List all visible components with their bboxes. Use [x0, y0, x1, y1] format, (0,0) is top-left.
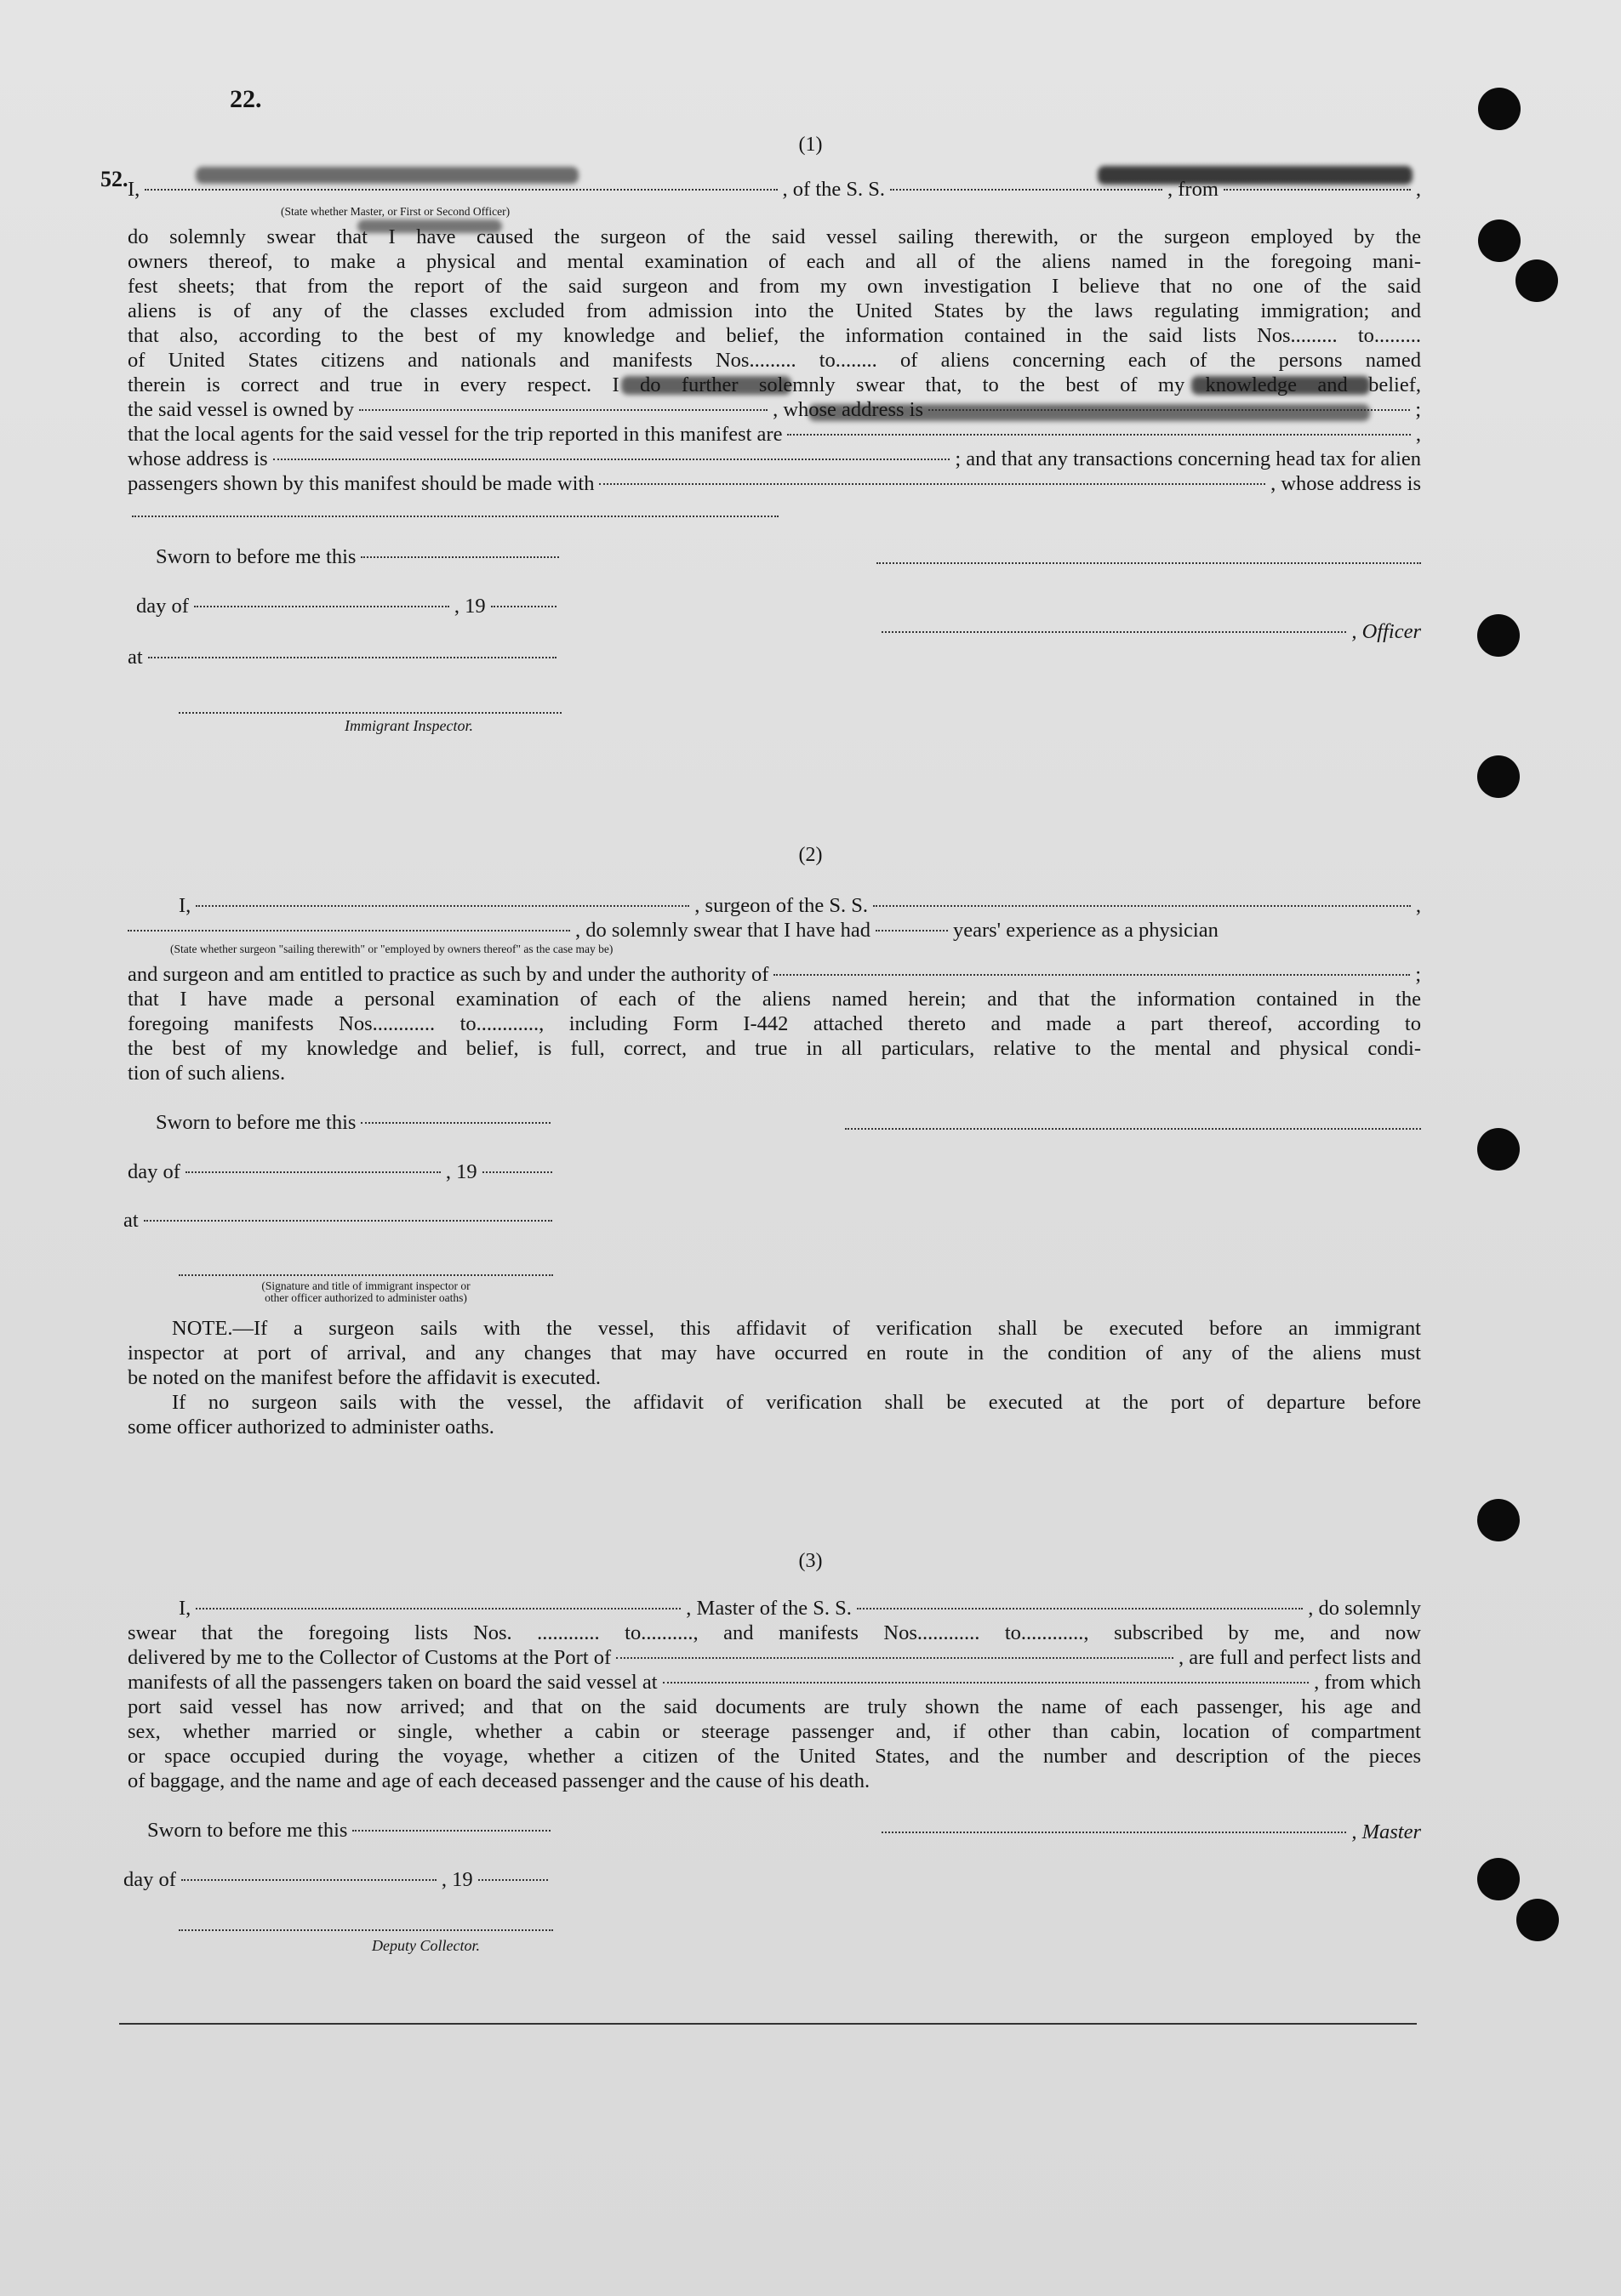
s2-note-line: NOTE.—If a surgeon sails with the vessel, this affidavit of verification shall be executed before an immigrant: [172, 1317, 1421, 1340]
s1-paragraph-line: that also, according to the best of my knowledge and belief, the information contained in the said lists Nos......... to.........: [128, 324, 1421, 347]
section-1-heading: (1): [798, 134, 823, 156]
years-field[interactable]: [876, 930, 948, 932]
s2-note-line: some officer authorized to administer oaths.: [128, 1416, 494, 1439]
s1-paragraph-line: aliens is of any of the classes excluded from admission into the United States by the laws regulating immigration; and: [128, 299, 1421, 322]
s2-line-years: , do solemnly swear that I have had years' experience as a physician: [128, 918, 1421, 943]
s3-paragraph-line: swear that the foregoing lists Nos. ............ to.........., and manifests Nos............ to............, subscribed by me, and now: [128, 1621, 1421, 1644]
s1-line-master: I, , of the S. S. , from ,: [128, 178, 1421, 201]
year-field[interactable]: [491, 606, 557, 607]
head-tax-party-field[interactable]: [599, 483, 1265, 485]
s1-line-owner: the said vessel is owned by , whose address is ;: [128, 398, 1421, 421]
s2-month-field[interactable]: [186, 1171, 441, 1173]
s3-paragraph-line: sex, whether married or single, whether a cabin or steerage passenger and, if other than cabin, location of compartment: [128, 1720, 1421, 1743]
punch-hole: [1477, 1499, 1520, 1541]
punch-hole: [1477, 1858, 1520, 1900]
punch-hole: [1477, 755, 1520, 798]
surgeon-status-field[interactable]: [128, 930, 570, 932]
sworn-date-field[interactable]: [361, 556, 559, 558]
from-port-field[interactable]: [1224, 189, 1411, 191]
s3-line-master: I, , Master of the S. S. , do solemnly: [179, 1597, 1421, 1620]
s2-at: at: [123, 1208, 557, 1233]
s1-paragraph-line: do solemnly swear that I have caused the surgeon of the said vessel sailing therewith, or the surgeon employed by the: [128, 225, 1421, 248]
boarding-port-field[interactable]: [663, 1682, 1310, 1684]
s2-note-line: inspector at port of arrival, and any changes that may have occurred en route in the condition of any of the aliens must: [128, 1342, 1421, 1364]
s3-master-sign-line: , Master: [876, 1820, 1421, 1844]
s2-at-place-field[interactable]: [144, 1220, 552, 1222]
s3-master-name-field[interactable]: [196, 1608, 681, 1609]
punch-hole: [1478, 88, 1521, 130]
s1-line-headtax: passengers shown by this manifest should be made with , whose address is: [128, 472, 1421, 495]
s3-year-field[interactable]: [478, 1879, 548, 1881]
punch-hole: [1516, 1899, 1559, 1941]
master-signature-line[interactable]: [876, 562, 1421, 564]
s2-sworn: Sworn to before me this: [156, 1110, 556, 1135]
s1-sworn: Sworn to before me this: [156, 544, 564, 569]
punch-hole: [1477, 1128, 1520, 1171]
s3-sworn-date-field[interactable]: [352, 1830, 551, 1832]
s2-paragraph-line: that I have made a personal examination of each of the aliens named herein; and that the information contained in the: [128, 988, 1421, 1011]
s1-paragraph-line: owners thereof, to make a physical and mental examination of each and all of the aliens named in the foregoing mani-: [128, 250, 1421, 273]
s1-officer-line: , Officer: [876, 619, 1421, 644]
owner-field[interactable]: [359, 409, 768, 411]
s3-paragraph-line: or space occupied during the voyage, whether a citizen of the United States, and the number and description of the pieces: [128, 1745, 1421, 1768]
s1-line-whose: whose address is ; and that any transactions concerning head tax for alien: [128, 447, 1421, 470]
punch-hole: [1477, 614, 1520, 657]
s3-master-signature-field[interactable]: [882, 1832, 1346, 1833]
s2-line-authority: and surgeon and am entitled to practice as such by and under the authority of ;: [128, 963, 1421, 986]
s2-year-field[interactable]: [482, 1171, 552, 1173]
customs-port-field[interactable]: [616, 1657, 1173, 1659]
s2-paragraph-line: foregoing manifests Nos............ to............, including Form I-442 attached thereto and made a part thereof, according to: [128, 1012, 1421, 1035]
collector-signature-line[interactable]: [179, 1929, 553, 1931]
month-field[interactable]: [194, 606, 449, 607]
s3-line-taken: manifests of all the passengers taken on board the said vessel at , from which: [128, 1671, 1421, 1694]
s3-paragraph-line: of baggage, and the name and age of each deceased passenger and the cause of his death.: [128, 1769, 870, 1792]
bottom-rule: [119, 2023, 1417, 2025]
s1-at: at: [128, 645, 562, 669]
s1-paragraph-line: therein is correct and true in every respect. I do further solemnly swear that, to the best of my knowledge and belief,: [128, 373, 1421, 396]
s2-note-line: If no surgeon sails with the vessel, the affidavit of verification shall be executed at the port of departure before: [172, 1391, 1421, 1414]
s2-line-surgeon: I, , surgeon of the S. S. ,: [179, 894, 1421, 917]
agents-address-field[interactable]: [273, 459, 950, 460]
surgeon-note: (State whether surgeon "sailing therewith" or "employed by owners thereof" as the case may be): [170, 943, 614, 955]
side-number-mark: 52.: [100, 167, 128, 191]
collector-label: Deputy Collector.: [372, 1937, 480, 1954]
s1-dayof: day of , 19: [136, 594, 562, 618]
officer-note: (State whether Master, or First or Second Officer): [281, 205, 511, 218]
punch-hole: [1478, 219, 1521, 262]
surgeon-signature-line[interactable]: [845, 1128, 1421, 1130]
inspector-label: Immigrant Inspector.: [345, 717, 473, 734]
s1-line-agents: that the local agents for the said vessel for the trip reported in this manifest are ,: [128, 423, 1421, 446]
s2-ship-field[interactable]: [873, 905, 1411, 907]
agents-field[interactable]: [787, 434, 1410, 436]
s3-month-field[interactable]: [181, 1879, 437, 1881]
s1-paragraph-line: of United States citizens and nationals and manifests Nos......... to........ of aliens concerning each of the persons named: [128, 349, 1421, 372]
s2-dayof: day of , 19: [128, 1159, 557, 1184]
signature-note-1: (Signature and title of immigrant inspector or: [261, 1279, 471, 1292]
ship-name-field[interactable]: [890, 189, 1162, 191]
master-name-field[interactable]: [145, 189, 777, 191]
signature-note-2: other officer authorized to administer oaths): [265, 1291, 467, 1304]
s2-official-signature-line[interactable]: [179, 1274, 553, 1276]
s2-paragraph-line: the best of my knowledge and belief, is full, correct, and true in all particulars, relative to the mental and physical condi-: [128, 1037, 1421, 1060]
section-3-heading: (3): [798, 1550, 823, 1572]
page-number-mark: 22.: [230, 85, 262, 113]
s3-dayof: day of , 19: [123, 1867, 553, 1892]
officer-signature-field[interactable]: [882, 631, 1346, 633]
s1-paragraph-line: fest sheets; that from the report of the said surgeon and from my own investigation I believe that no one of the said: [128, 275, 1421, 298]
s3-paragraph-line: port said vessel has now arrived; and that on the said documents are truly shown the name of each passenger, his age and: [128, 1695, 1421, 1718]
section-2-heading: (2): [798, 844, 823, 866]
s3-ship-field[interactable]: [857, 1608, 1303, 1609]
s2-paragraph-line: tion of such aliens.: [128, 1062, 286, 1085]
authority-field[interactable]: [773, 974, 1410, 976]
at-place-field[interactable]: [148, 657, 557, 658]
owner-address-field[interactable]: [928, 409, 1410, 411]
surgeon-name-field[interactable]: [196, 905, 689, 907]
s3-sworn: Sworn to before me this: [147, 1818, 556, 1843]
head-tax-address-field[interactable]: [132, 516, 779, 517]
note-label: NOTE.: [172, 1317, 233, 1340]
s2-note-line: be noted on the manifest before the affidavit is executed.: [128, 1366, 602, 1389]
punch-hole: [1515, 259, 1558, 302]
s2-sworn-date-field[interactable]: [361, 1122, 551, 1124]
s3-line-port: delivered by me to the Collector of Customs at the Port of , are full and perfect lists and: [128, 1646, 1421, 1669]
inspector-signature-line[interactable]: [179, 712, 562, 714]
